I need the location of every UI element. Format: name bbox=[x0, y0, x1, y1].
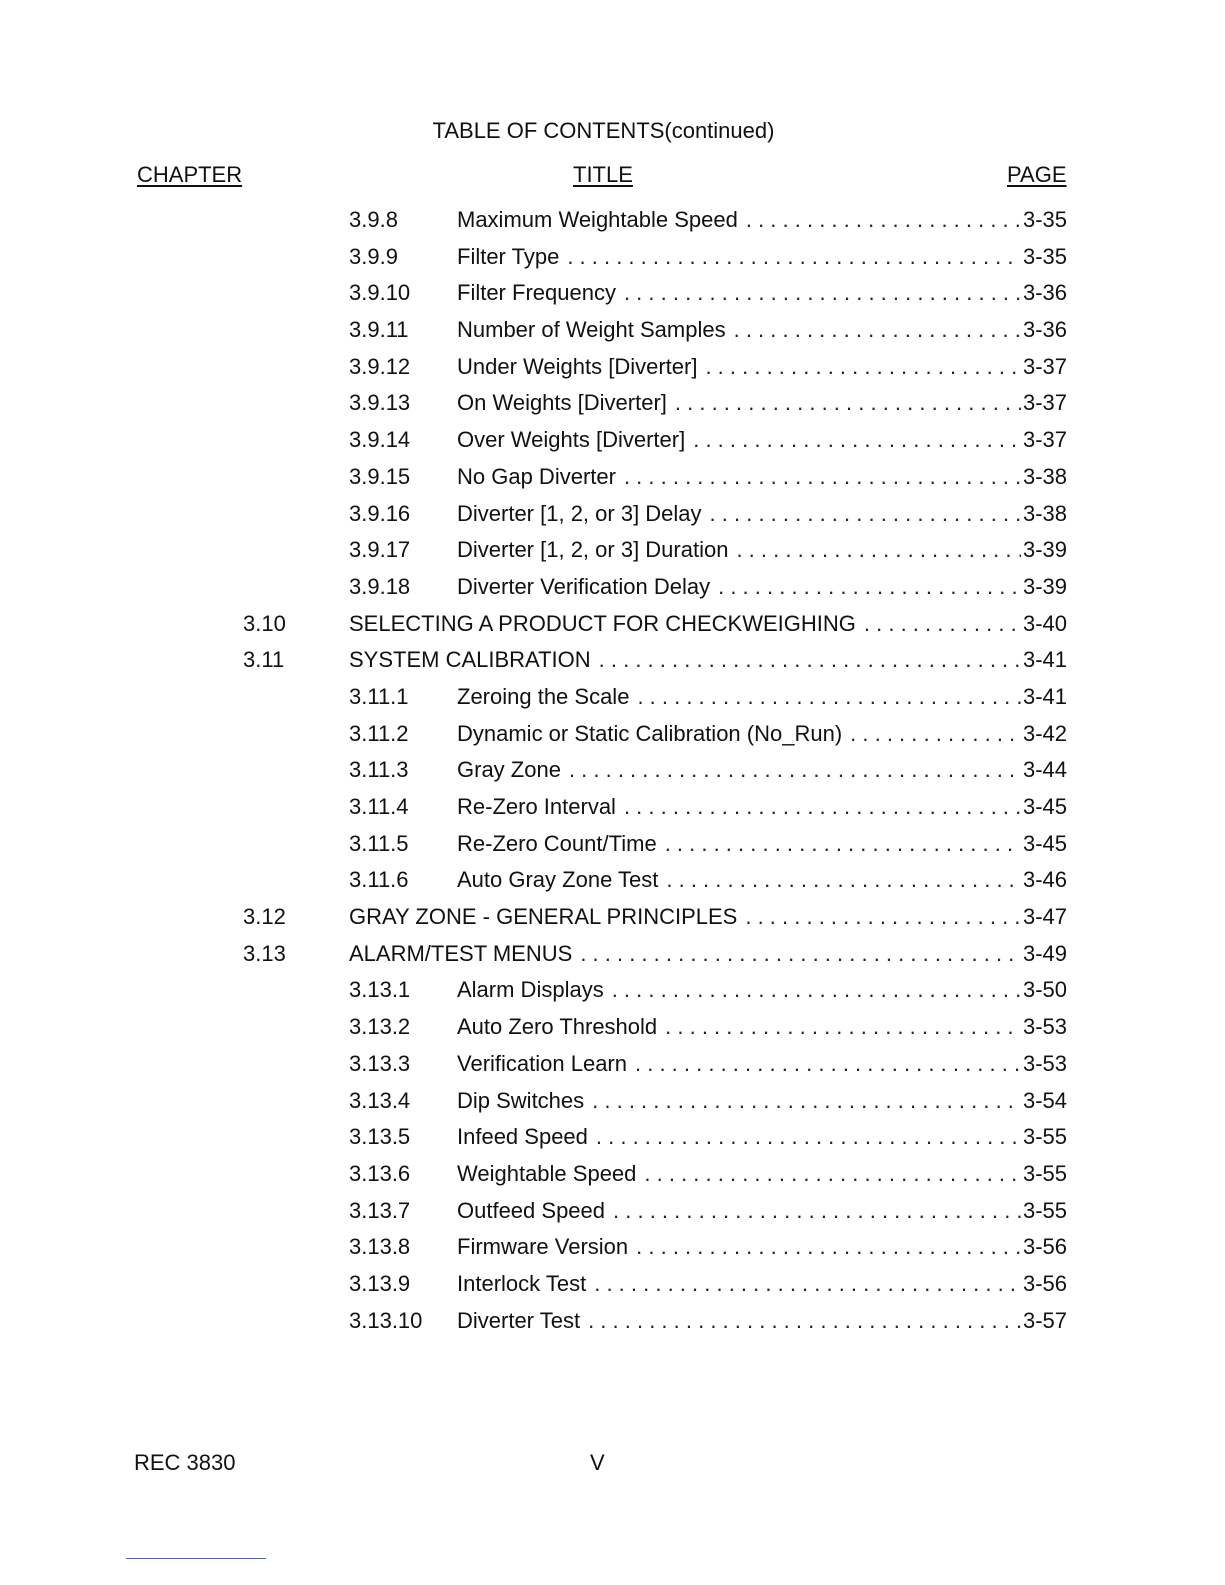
dot-leader bbox=[710, 496, 1021, 533]
toc-entry-page: 3-37 bbox=[1022, 390, 1067, 416]
toc-entry-line bbox=[457, 1119, 1067, 1156]
toc-entry-title: Re-Zero Interval bbox=[457, 794, 616, 819]
toc-entry-title: Dynamic or Static Calibration (No_Run) bbox=[457, 720, 843, 746]
toc-entry-page: 3-42 bbox=[1022, 720, 1067, 746]
toc-entry-number: 3.9.13 bbox=[349, 390, 411, 416]
toc-entry bbox=[0, 716, 1225, 753]
toc-entry-number: 3.11.3 bbox=[349, 757, 409, 783]
dot-leader bbox=[675, 385, 1021, 422]
dot-leader bbox=[613, 1193, 1021, 1230]
toc-entry-title: Diverter Verification Delay bbox=[457, 573, 711, 599]
toc-entry-number: 3.11.2 bbox=[349, 720, 409, 746]
toc-entry-title: Auto Gray Zone Test bbox=[457, 867, 659, 893]
toc-entry-page: 3-55 bbox=[1022, 1124, 1067, 1150]
toc-entry-page: 3-40 bbox=[1022, 610, 1067, 636]
toc-entry-number: 3.11.4 bbox=[349, 794, 409, 819]
toc-entry bbox=[0, 202, 1225, 239]
toc-entry-line bbox=[457, 1266, 1067, 1303]
dot-leader bbox=[596, 1119, 1021, 1156]
toc-entry-page: 3-55 bbox=[1022, 1160, 1067, 1186]
dot-leader bbox=[666, 862, 1021, 899]
toc-entry-line bbox=[457, 1009, 1067, 1046]
toc-entry-number: 3.9.18 bbox=[349, 573, 411, 599]
toc-entry-line bbox=[457, 422, 1067, 459]
toc-entry-page: 3-45 bbox=[1022, 830, 1067, 856]
dot-leader bbox=[736, 532, 1021, 569]
toc-entry bbox=[0, 1009, 1225, 1046]
toc-entry bbox=[0, 679, 1225, 716]
dot-leader bbox=[644, 1156, 1021, 1193]
toc-entry-line bbox=[349, 899, 1067, 936]
toc-entry-line bbox=[457, 826, 1067, 863]
dot-leader bbox=[734, 312, 1021, 349]
toc-entry-line bbox=[457, 239, 1067, 276]
toc-entry bbox=[0, 1083, 1225, 1120]
toc-entry-line bbox=[457, 1303, 1067, 1340]
toc-entry-page: 3-57 bbox=[1022, 1307, 1067, 1333]
toc-entry bbox=[0, 1303, 1225, 1340]
toc-entry-number: 3.13.5 bbox=[349, 1124, 411, 1150]
toc-entry bbox=[0, 1193, 1225, 1230]
dot-leader bbox=[580, 936, 1021, 973]
toc-entry-page: 3-38 bbox=[1022, 500, 1067, 526]
dot-leader bbox=[705, 349, 1021, 386]
toc-entry bbox=[0, 606, 1225, 643]
toc-entry-title: Diverter [1, 2, or 3] Duration bbox=[457, 537, 729, 563]
toc-entry bbox=[0, 1156, 1225, 1193]
toc-entry-line bbox=[457, 862, 1067, 899]
dot-leader bbox=[567, 239, 1021, 276]
toc-entry-title: GRAY ZONE - GENERAL PRINCIPLES bbox=[349, 904, 738, 930]
toc-entry-line bbox=[457, 1156, 1067, 1193]
toc-entry bbox=[0, 385, 1225, 422]
toc-entry-line bbox=[457, 1229, 1067, 1266]
dot-leader bbox=[592, 1083, 1021, 1120]
toc-entry-number: 3.9.10 bbox=[349, 280, 411, 306]
toc-entry-page: 3-39 bbox=[1022, 573, 1067, 599]
toc-entry-title: Infeed Speed bbox=[457, 1124, 588, 1150]
page-title: TABLE OF CONTENTS(continued) bbox=[432, 118, 775, 143]
toc-entry-line bbox=[349, 936, 1067, 973]
toc-entry-page: 3-50 bbox=[1022, 977, 1067, 1003]
toc-entry-title: Verification Learn bbox=[457, 1050, 627, 1076]
toc-entry bbox=[0, 862, 1225, 899]
toc-entry-title: Over Weights [Diverter] bbox=[457, 427, 686, 453]
toc-entry-number: 3.13.7 bbox=[349, 1197, 411, 1223]
toc-entry bbox=[0, 239, 1225, 276]
dot-leader bbox=[624, 789, 1021, 826]
toc-entry-line bbox=[457, 716, 1067, 753]
toc-entry-line bbox=[457, 972, 1067, 1009]
toc-entry bbox=[0, 312, 1225, 349]
toc-entry bbox=[0, 532, 1225, 569]
toc-entry-page: 3-37 bbox=[1022, 427, 1067, 453]
toc-entry bbox=[0, 459, 1225, 496]
toc-entry-title: Gray Zone bbox=[457, 757, 561, 783]
toc-entry-number: 3.13.9 bbox=[349, 1270, 411, 1296]
toc-entry-number: 3.11.6 bbox=[349, 867, 409, 893]
toc-entry-number: 3.13.4 bbox=[349, 1087, 411, 1113]
toc-entry-line bbox=[457, 1083, 1067, 1120]
toc-entry-title: Filter Type bbox=[457, 243, 560, 269]
dot-leader bbox=[746, 202, 1021, 239]
toc-entry bbox=[0, 1046, 1225, 1083]
toc-entry-page: 3-35 bbox=[1022, 243, 1067, 269]
toc-entry-page: 3-55 bbox=[1022, 1197, 1067, 1223]
toc-entry-page: 3-44 bbox=[1022, 757, 1067, 783]
toc-entry-number: 3.11 bbox=[243, 647, 285, 673]
dot-leader bbox=[636, 1229, 1021, 1266]
toc-entry-number: 3.9.16 bbox=[349, 500, 411, 526]
toc-entry-page: 3-35 bbox=[1022, 207, 1067, 232]
toc-entry-page: 3-46 bbox=[1022, 867, 1067, 893]
toc-entry-title: Zeroing the Scale bbox=[457, 683, 630, 709]
toc-entry-number: 3.13 bbox=[243, 940, 286, 966]
toc-entry bbox=[0, 936, 1225, 973]
toc-entry-page: 3-39 bbox=[1022, 537, 1067, 563]
toc-entry-line bbox=[457, 312, 1067, 349]
toc-entry-number: 3.9.11 bbox=[349, 317, 409, 343]
toc-entry-title: Diverter [1, 2, or 3] Delay bbox=[457, 500, 702, 526]
toc-entry-number: 3.10 bbox=[243, 610, 286, 636]
toc-entry-title: Firmware Version bbox=[457, 1234, 629, 1260]
toc-entry-number: 3.9.17 bbox=[349, 537, 411, 563]
toc-entry-number: 3.11.1 bbox=[349, 683, 409, 709]
toc-entry-number: 3.13.10 bbox=[349, 1307, 423, 1333]
toc-entry bbox=[0, 1229, 1225, 1266]
toc-entry bbox=[0, 349, 1225, 386]
toc-entry bbox=[0, 752, 1225, 789]
toc-entry-line bbox=[457, 679, 1067, 716]
toc-entry-title: Alarm Displays bbox=[457, 977, 604, 1003]
toc-entry bbox=[0, 496, 1225, 533]
toc-entry-title: Re-Zero Count/Time bbox=[457, 830, 657, 856]
toc-entry-page: 3-53 bbox=[1022, 1014, 1067, 1040]
toc-entry-page: 3-54 bbox=[1022, 1087, 1067, 1113]
dot-leader bbox=[864, 606, 1021, 643]
column-header-chapter: CHAPTER bbox=[137, 162, 243, 187]
toc-entry-number: 3.13.1 bbox=[349, 977, 411, 1003]
toc-entry-page: 3-36 bbox=[1022, 280, 1067, 306]
dot-leader bbox=[599, 642, 1021, 679]
dot-leader bbox=[588, 1303, 1021, 1340]
toc-entry-page: 3-36 bbox=[1022, 317, 1067, 343]
column-header-title: TITLE bbox=[573, 162, 633, 187]
toc-entry bbox=[0, 789, 1225, 826]
column-header-page: PAGE bbox=[1007, 162, 1067, 187]
toc-entry bbox=[0, 642, 1225, 679]
toc-entry-page: 3-47 bbox=[1022, 904, 1067, 930]
toc-entry-title: No Gap Diverter bbox=[457, 463, 616, 489]
toc-entry-title: Auto Zero Threshold bbox=[457, 1014, 658, 1040]
toc-entry-title: Number of Weight Samples bbox=[457, 317, 726, 343]
toc-entry-line bbox=[457, 202, 1067, 239]
toc-entry bbox=[0, 1119, 1225, 1156]
toc-entry-line bbox=[349, 606, 1067, 643]
toc-entry-title: SYSTEM CALIBRATION bbox=[349, 647, 591, 673]
toc-entry-number: 3.9.12 bbox=[349, 353, 411, 379]
toc-entry-page: 3-53 bbox=[1022, 1050, 1067, 1076]
toc-entry-page: 3-38 bbox=[1022, 463, 1067, 489]
toc-entry-title: Dip Switches bbox=[457, 1087, 585, 1113]
toc-entry-title: Under Weights [Diverter] bbox=[457, 353, 698, 379]
toc-entry bbox=[0, 972, 1225, 1009]
toc-entry-number: 3.13.3 bbox=[349, 1050, 411, 1076]
dot-leader bbox=[745, 899, 1021, 936]
divider bbox=[126, 1558, 266, 1559]
toc-list bbox=[0, 202, 1225, 1339]
dot-leader bbox=[594, 1266, 1021, 1303]
toc-entry bbox=[0, 569, 1225, 606]
toc-entry-line bbox=[457, 275, 1067, 312]
toc-entry-title: Filter Frequency bbox=[457, 280, 616, 306]
toc-entry-title: Interlock Test bbox=[457, 1270, 587, 1296]
dot-leader bbox=[850, 716, 1021, 753]
dot-leader bbox=[637, 679, 1021, 716]
toc-entry bbox=[0, 1266, 1225, 1303]
dot-leader bbox=[693, 422, 1021, 459]
toc-entry-title: Outfeed Speed bbox=[457, 1197, 606, 1223]
toc-entry-number: 3.13.8 bbox=[349, 1234, 411, 1260]
toc-entry-number: 3.11.5 bbox=[349, 830, 409, 856]
toc-entry bbox=[0, 826, 1225, 863]
dot-leader bbox=[635, 1046, 1021, 1083]
document-id: REC 3830 bbox=[134, 1450, 236, 1475]
toc-entry-title: Weightable Speed bbox=[457, 1160, 637, 1186]
toc-entry-number: 3.9.14 bbox=[349, 427, 411, 453]
dot-leader bbox=[624, 275, 1021, 312]
dot-leader bbox=[624, 459, 1021, 496]
toc-entry-number: 3.13.6 bbox=[349, 1160, 411, 1186]
toc-entry bbox=[0, 422, 1225, 459]
toc-entry-line bbox=[457, 1193, 1067, 1230]
dot-leader bbox=[718, 569, 1021, 606]
toc-entry-number: 3.13.2 bbox=[349, 1014, 411, 1040]
toc-entry-page: 3-37 bbox=[1022, 353, 1067, 379]
toc-entry-line bbox=[457, 532, 1067, 569]
toc-entry-line bbox=[349, 642, 1067, 679]
toc-entry-title: ALARM/TEST MENUS bbox=[349, 940, 573, 966]
toc-entry-line bbox=[457, 789, 1067, 826]
toc-entry-line bbox=[457, 496, 1067, 533]
dot-leader bbox=[612, 972, 1021, 1009]
toc-entry-line bbox=[457, 349, 1067, 386]
toc-entry bbox=[0, 275, 1225, 312]
toc-entry-page: 3-45 bbox=[1022, 794, 1067, 819]
dot-leader bbox=[665, 1009, 1021, 1046]
toc-entry-line bbox=[457, 1046, 1067, 1083]
toc-entry-line bbox=[457, 459, 1067, 496]
toc-entry-title: SELECTING A PRODUCT FOR CHECKWEIGHING bbox=[349, 610, 856, 636]
toc-entry-page: 3-41 bbox=[1022, 683, 1067, 709]
toc-entry-page: 3-56 bbox=[1022, 1234, 1067, 1260]
toc-entry-line bbox=[457, 569, 1067, 606]
toc-entry-title: Diverter Test bbox=[457, 1307, 581, 1333]
toc-entry-number: 3.9.15 bbox=[349, 463, 411, 489]
toc-entry-page: 3-56 bbox=[1022, 1270, 1067, 1296]
dot-leader bbox=[665, 826, 1021, 863]
toc-entry-line bbox=[457, 385, 1067, 422]
toc-entry-title: Maximum Weightable Speed bbox=[457, 207, 738, 232]
toc-entry-line bbox=[457, 752, 1067, 789]
toc-entry-page: 3-49 bbox=[1022, 940, 1067, 966]
dot-leader bbox=[569, 752, 1021, 789]
toc-entry-title: On Weights [Diverter] bbox=[457, 390, 667, 416]
toc-entry bbox=[0, 899, 1225, 936]
toc-entry-number: 3.12 bbox=[243, 904, 286, 930]
page-number: V bbox=[590, 1450, 605, 1475]
toc-entry-page: 3-41 bbox=[1022, 647, 1067, 673]
toc-entry-number: 3.9.8 bbox=[349, 207, 398, 232]
toc-entry-number: 3.9.9 bbox=[349, 243, 398, 269]
